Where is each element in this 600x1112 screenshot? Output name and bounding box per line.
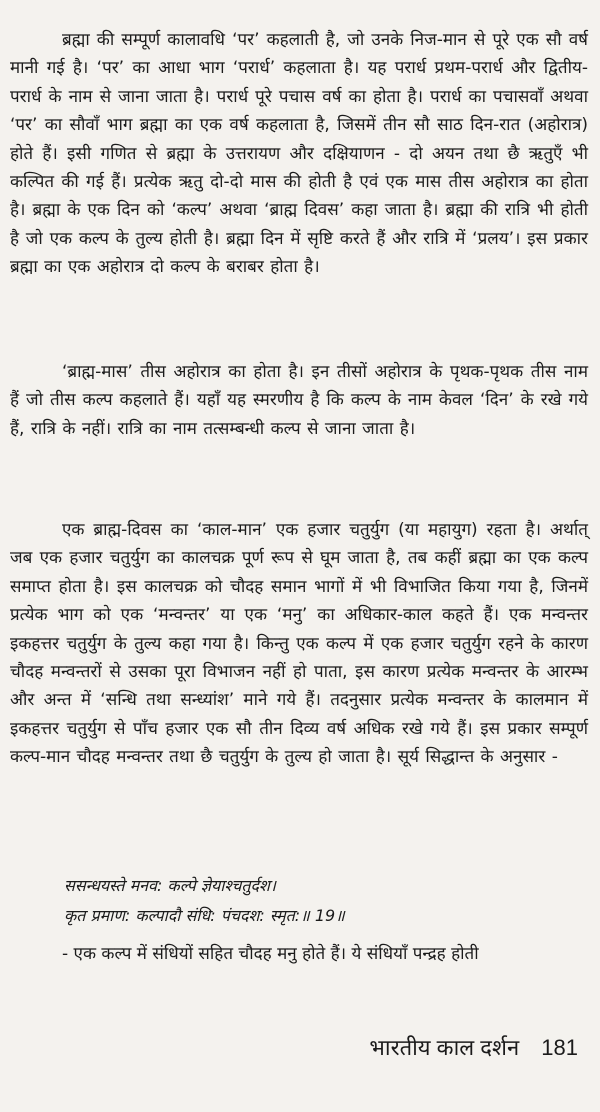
paragraph-brahma-month: ‘ब्राह्म-मास’ तीस अहोरात्र का होता है। इन तीसों अहोरात्र के पृथक-पृथक तीस नाम हैं जो तीस कल्प कहलाते हैं। यहाँ यह स्मरणीय है कि कल्प के नाम केवल ‘दिन’ के रखे गये हैं, रात्रि के नहीं। रात्रि का नाम तत्सम्बन्धी कल्प से जाना जाता है।	[10, 362, 588, 439]
verse-explanation: - एक कल्प में संधियों सहित चौदह मनु होते हैं। ये संधियाँ पन्द्रह होती	[62, 944, 479, 964]
book-title: भारतीय काल दर्शन	[369, 1035, 520, 1060]
page-footer	[369, 1032, 578, 1062]
verse-line-2: कृत प्रमाण: कल्पादौ संधि: पंचदश: स्मृत:॥ 19॥	[64, 906, 345, 925]
paragraph-kalpa-manvantara: एक ब्राह्म-दिवस का ‘काल-मान’ एक हजार चतुर्युग (या महायुग) रहता है। अर्थात् जब एक हजार चतुर्युग का कालचक्र पूर्ण रूप से घूम जाता है, तब कहीं ब्रह्मा का एक कल्प समाप्त होता है। इस कालचक्र को चौदह समान भागों में भी विभाजित किया गया है, जिनमें प्रत्येक भाग को एक ‘मन्वन्तर’ या एक ‘मनु’ का अधिकार-काल कहते हैं। एक मन्वन्तर इकहत्तर चतुर्युग के तुल्य कहा गया है। किन्तु एक कल्प में एक हजार चतुर्युग रहने के कारण चौदह मन्वन्तरों से उसका पूरा विभाजन नहीं हो पाता, इस कारण प्रत्येक मन्वन्तर के आरम्भ और अन्त में ‘सन्धि तथा सन्ध्यांश’ माने गये हैं। तदनुसार प्रत्येक मन्वन्तर के कालमान में इकहत्तर चतुर्युग से पाँच हजार एक सौ तीन दिव्य वर्ष अधिक रखे गये हैं। इस प्रकार सम्पूर्ण कल्प-मान चौदह मन्वन्तर तथा छै चतुर्युग के तुल्य हो जाता है। सूर्य सिद्धान्त के अनुसार -	[10, 520, 588, 768]
paragraph-brahma-lifespan: ब्रह्मा की सम्पूर्ण कालावधि ‘पर’ कहलाती है, जो उनके निज-मान से पूरे एक सौ वर्ष मानी गई है। ‘पर’ का आधा भाग ‘परार्ध’ कहलाता है। यह परार्ध प्रथम-परार्ध और द्वितीय-परार्ध के नाम से जाना जाता है। परार्ध पूरे पचास वर्ष का होता है। परार्ध का पचासवाँ अथवा ‘पर’ का सौवाँ भाग ब्रह्मा का एक वर्ष कहलाता है, जिसमें तीन सौ साठ दिन-रात (अहोरात्र) होते हैं। इसी गणित से ब्रह्मा के उत्तरायण और दक्षियाणन - दो अयन तथा छै ऋतुएँ भी कल्पित की गई हैं। प्रत्येक ऋतु दो-दो मास की होती है एवं एक मास तीस अहोरात्र का होता है। ब्रह्मा के एक दिन को ‘कल्प’ अथवा ‘ब्राह्म दिवस’ कहा जाता है। ब्रह्मा की रात्रि भी होती है जो एक कल्प के तुल्य होती है। ब्रह्मा दिन में सृष्टि करते हैं और रात्रि में ‘प्रलय’। इस प्रकार ब्रह्मा का एक अहोरात्र दो कल्प के बराबर होता है।	[10, 30, 588, 278]
verse-line-1: ससन्धयस्ते मनव: कल्पे ज्ञेयाश्चतुर्दश।	[64, 876, 276, 895]
page-number: 181	[541, 1035, 578, 1060]
